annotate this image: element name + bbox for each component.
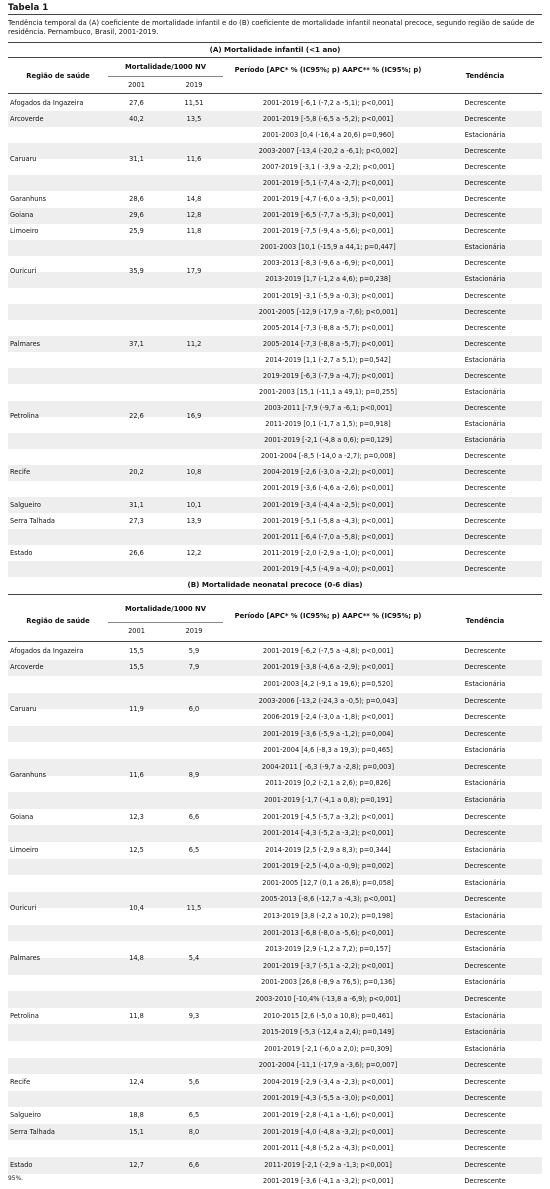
- period-cell: 2019-2019 [-6,3 (-7,9 a -4,7); p<0,001]: [262, 371, 394, 380]
- region-name: Garanhuns: [10, 771, 47, 780]
- table-footnote: 95%.: [8, 1176, 23, 1182]
- col-header-year-2001: 2001: [128, 627, 145, 635]
- trend-cell: Estacionária: [464, 845, 506, 854]
- period-cell: 2001-2019 [-3,8 (-4,6 a -2,9); p<0,001]: [262, 663, 394, 672]
- value-2019: 11,6: [186, 154, 202, 163]
- col-header-regiao: Região de saúde: [26, 72, 90, 80]
- period-cell: 2013-2019 [2,9 (-1,2 a 7,2); p=0,157]: [265, 945, 391, 954]
- period-cell: 2001-2019 [-3,6 (-4,1 a -3,2); p<0,001]: [262, 1177, 394, 1186]
- value-2019: 6,6: [188, 1160, 200, 1169]
- trend-cell: Decrescente: [464, 1111, 506, 1120]
- value-2001: 11,9: [129, 704, 144, 713]
- region-name: Recife: [10, 468, 31, 477]
- trend-cell: Decrescente: [464, 928, 506, 937]
- value-2001: 31,1: [129, 500, 144, 509]
- divider: [8, 57, 542, 58]
- region-name: Estado: [10, 548, 33, 557]
- period-cell: 2001-2019 [-7,5 (-9,4 a -5,6); p<0,001]: [262, 227, 394, 236]
- trend-cell: Estacionária: [464, 387, 506, 396]
- col-header-tendencia: Tendência: [465, 617, 505, 625]
- trend-cell: Decrescente: [464, 371, 506, 380]
- value-2019: 7,9: [188, 663, 200, 672]
- trend-cell: Decrescente: [464, 291, 506, 300]
- trend-cell: Decrescente: [464, 178, 506, 187]
- period-cell: 2004-2019 [-2,6 (-3,0 a -2,2); p<0,001]: [262, 468, 394, 477]
- trend-cell: Estacionária: [464, 130, 506, 139]
- period-cell: 2015-2019 [-5,3 (-12,4 a 2,4); p=0,149]: [262, 1028, 394, 1037]
- trend-cell: Decrescente: [464, 500, 506, 509]
- region-name: Estado: [10, 1160, 33, 1169]
- value-2001: 27,6: [129, 98, 144, 107]
- trend-cell: Decrescente: [464, 548, 506, 557]
- region-name: Ouricuri: [10, 267, 37, 276]
- value-2001: 31,1: [129, 154, 144, 163]
- period-cell: 2004-2011 [ -6,3 (-9,7 a -2,8); p=0,003]: [261, 762, 395, 771]
- value-2019: 12,2: [186, 548, 202, 557]
- period-cell: 2003-2013 [-8,3 (-9,6 a -6,9); p<0,001]: [262, 259, 394, 268]
- trend-cell: Decrescente: [464, 1127, 506, 1136]
- period-cell: 2001-2019 [-4,3 (-5,5 a -3,0); p<0,001]: [262, 1094, 394, 1103]
- region-name: Salgueiro: [10, 500, 41, 509]
- period-cell: 2014-2019 [1,1 (-2,7 a 5,1); p=0,542]: [265, 355, 391, 364]
- trend-cell: Decrescente: [464, 646, 506, 655]
- col-header-year-2019: 2019: [185, 627, 203, 635]
- trend-cell: Estacionária: [464, 243, 506, 252]
- trend-cell: Decrescente: [464, 114, 506, 123]
- period-cell: 2013-2019 [3,8 (-2,2 a 10,2); p=0,198]: [263, 912, 393, 921]
- value-2001: 20,2: [129, 468, 144, 477]
- trend-cell: Decrescente: [464, 162, 506, 171]
- table-title: Tabela 1: [8, 3, 49, 13]
- period-cell: 2001-2019 [-1,7 (-4,1 a 0,8); p=0,191]: [264, 796, 392, 804]
- region-name: Caruaru: [10, 154, 37, 163]
- col-header-year-2001: 2001: [128, 81, 145, 89]
- trend-cell: Estacionária: [464, 275, 506, 284]
- trend-cell: Decrescente: [464, 339, 506, 348]
- period-cell: 2005-2014 [-7,3 (-8,8 a -5,7); p<0,001]: [262, 323, 394, 332]
- region-name: Goiana: [10, 211, 34, 220]
- period-cell: 2001-2003 [0,4 (-16,4 a 20,6) p=0,960]: [262, 130, 394, 139]
- period-cell: 2001-2019 [-5,8 (-6,5 a -5,2); p<0,001]: [262, 114, 394, 123]
- value-2001: 15,5: [129, 663, 144, 672]
- divider: [8, 594, 542, 595]
- trend-cell: Decrescente: [464, 663, 506, 672]
- period-cell: 2001-2019 [-2,1 (-6,0 a 2,0); p=0,309]: [264, 1044, 392, 1053]
- period-cell: 2001-2019 [-4,7 (-6,0 a -3,5); p<0,001]: [262, 195, 394, 204]
- trend-cell: Decrescente: [464, 829, 506, 838]
- section-a-title: (A) Mortalidade infantil (<1 ano): [209, 45, 341, 54]
- period-cell: 2011-2019 [0,2 (-2,1 a 2,6); p=0,826]: [265, 779, 391, 788]
- value-2019: 11,5: [186, 903, 202, 912]
- trend-cell: Decrescente: [464, 211, 506, 220]
- region-name: Palmares: [10, 953, 41, 962]
- region-name: Goiana: [10, 812, 34, 821]
- period-cell: 2001-2019 [-3,4 (-4,4 a -2,5); p<0,001]: [262, 500, 394, 509]
- col-header-year-2019: 2019: [185, 81, 203, 89]
- region-name: Serra Talhada: [10, 1127, 55, 1136]
- region-name: Afogados da Ingazeira: [10, 98, 84, 107]
- value-2001: 40,2: [129, 114, 144, 123]
- trend-cell: Estacionária: [464, 779, 506, 788]
- trend-cell: Decrescente: [464, 259, 506, 268]
- trend-cell: Estacionária: [464, 679, 506, 688]
- region-name: Caruaru: [10, 704, 37, 713]
- period-cell: 2011-2019 [0,1 (-1,7 a 1,5); p=0,918]: [265, 420, 391, 429]
- period-cell: 2001-2019 [-2,1 (-4,8 a 0,6); p=0,129]: [264, 436, 392, 445]
- col-header-mortalidade: Mortalidade/1000 NV: [125, 605, 206, 613]
- trend-cell: Decrescente: [464, 895, 506, 904]
- trend-cell: Decrescente: [464, 1077, 506, 1086]
- value-2001: 29,6: [129, 211, 144, 220]
- divider: [108, 76, 223, 77]
- trend-cell: Decrescente: [464, 195, 506, 204]
- divider: [8, 93, 542, 94]
- trend-cell: Decrescente: [464, 146, 506, 155]
- period-cell: 2001-2005 [12,7 (0,1 a 26,8); p=0,058]: [262, 878, 394, 887]
- value-2019: 11,51: [184, 98, 204, 107]
- trend-cell: Decrescente: [464, 1094, 506, 1103]
- value-2019: 6,5: [188, 1111, 200, 1120]
- value-2001: 12,7: [129, 1160, 144, 1169]
- value-2019: 16,9: [186, 412, 202, 421]
- value-2019: 5,9: [188, 646, 200, 655]
- trend-cell: Decrescente: [464, 516, 506, 525]
- region-name: Afogados da Ingazeira: [10, 646, 84, 655]
- trend-cell: Estacionária: [464, 978, 506, 987]
- period-cell: 2001-2011 [-6,4 (-7,0 a -5,8); p<0,001]: [262, 532, 394, 541]
- region-name: Palmares: [10, 339, 41, 348]
- divider: [108, 622, 223, 623]
- trend-cell: Decrescente: [464, 729, 506, 738]
- region-name: Limoeiro: [10, 227, 39, 236]
- value-2019: 10,1: [186, 500, 202, 509]
- value-2001: 22,6: [129, 412, 144, 421]
- value-2001: 35,9: [129, 267, 144, 276]
- trend-cell: Estacionária: [464, 878, 506, 887]
- value-2001: 26,6: [129, 548, 144, 557]
- period-cell: 2003-2011 [-7,9 (-9,7 a -6,1; p<0,001]: [264, 404, 392, 413]
- divider: [8, 641, 542, 642]
- period-cell: 2001-2019 [-2,8 (-4,1 a -1,6); p<0,001]: [262, 1111, 394, 1120]
- trend-cell: Estacionária: [464, 355, 506, 364]
- value-2019: 8,9: [188, 771, 200, 780]
- period-cell: 2003-2010 [-10,4% (-13,8 a -6,9); p<0,001]: [255, 994, 401, 1003]
- region-name: Limoeiro: [10, 845, 39, 854]
- region-name: Arcoverde: [10, 663, 44, 672]
- value-2019: 13,9: [186, 516, 202, 525]
- period-cell: 2001-2019 [-6,2 (-7,5 a -4,8); p<0,001]: [262, 646, 394, 655]
- period-cell: 2005-2013 [-8,6 (-12,7 a -4,3); p<0,001]: [260, 895, 396, 904]
- region-name: Serra Talhada: [10, 516, 55, 525]
- trend-cell: Decrescente: [464, 468, 506, 477]
- period-cell: 2001-2003 [4,2 (-9,1 a 19,6); p=0,520]: [263, 679, 393, 688]
- value-2001: 25,9: [129, 227, 144, 236]
- trend-cell: Estacionária: [464, 746, 506, 755]
- trend-cell: Decrescente: [464, 307, 506, 316]
- period-cell: 2010-2015 [2,6 (-5,0 a 10,8); p=0,461]: [263, 1011, 393, 1020]
- value-2019: 17,9: [186, 267, 202, 276]
- period-cell: 2001-2019 [-3,7 (-5,1 a -2,2); p<0,001]: [262, 961, 394, 970]
- trend-cell: Decrescente: [464, 323, 506, 332]
- value-2001: 28,6: [129, 195, 144, 204]
- period-cell: 2001-2019 [-5,1 (-7,4 a -2,7); p<0,001]: [262, 178, 394, 187]
- value-2001: 18,8: [129, 1111, 144, 1120]
- value-2019: 13,5: [186, 114, 202, 123]
- trend-cell: Estacionária: [464, 1044, 506, 1053]
- trend-cell: Decrescente: [464, 994, 506, 1003]
- trend-cell: Estacionária: [464, 1028, 506, 1037]
- col-header-mortalidade: Mortalidade/1000 NV: [125, 63, 206, 71]
- value-2019: 5,4: [188, 953, 200, 962]
- trend-cell: Decrescente: [464, 484, 506, 493]
- region-name: Salgueiro: [10, 1111, 41, 1120]
- region-name: Garanhuns: [10, 195, 47, 204]
- trend-cell: Decrescente: [464, 713, 506, 722]
- value-2001: 12,5: [129, 845, 144, 854]
- period-cell: 2001-2019 [-3,6 (-5,9 a -1,2); p=0,004]: [262, 729, 394, 738]
- value-2019: 5,6: [188, 1077, 200, 1086]
- period-cell: 2001-2011 [-4,8 (-5,2 a -4,3); p<0,001]: [262, 1144, 394, 1153]
- region-name: Petrolina: [10, 1011, 39, 1020]
- value-2001: 37,1: [129, 339, 144, 348]
- period-cell: 2003-2007 [-13,4 (-20,2 a -6,1); p<0,002]: [258, 146, 398, 155]
- divider: [8, 42, 542, 43]
- trend-cell: Decrescente: [464, 98, 506, 107]
- value-2019: 6,5: [188, 845, 200, 854]
- period-cell: 2001-2003 [10,1 (-15,9 a 44,1; p=0,447]: [260, 243, 396, 252]
- trend-cell: Decrescente: [464, 961, 506, 970]
- period-cell: 2001-2019 [-4,0 (-4,8 a -3,2); p<0,001]: [262, 1127, 394, 1136]
- period-cell: 2001-2019 [-6,5 (-7,7 a -5,3); p<0,001]: [262, 211, 394, 220]
- value-2001: 27,3: [129, 516, 144, 525]
- trend-cell: Decrescente: [464, 762, 506, 771]
- period-cell: 2003-2006 [-13,2 (-24,3 a -0,5); p=0,043]: [258, 696, 398, 705]
- value-2019: 14,8: [186, 195, 202, 204]
- period-cell: 2001-2003 [26,8 (-8,9 a 76,5); p=0,136]: [261, 978, 395, 987]
- trend-cell: Decrescente: [464, 862, 506, 871]
- trend-cell: Decrescente: [464, 1160, 506, 1169]
- period-cell: 2001-2019 [-2,5 (-4,0 a -0,9); p=0,002]: [262, 862, 394, 871]
- value-2019: 9,3: [188, 1011, 200, 1020]
- trend-cell: Decrescente: [464, 532, 506, 541]
- period-cell: 2001-2004 [-11,1 (-17,9 a -3,6); p=0,007]: [258, 1061, 398, 1070]
- trend-cell: Decrescente: [464, 452, 506, 461]
- period-cell: 2001-2019 [-4,5 (-4,9 a -4,0); p<0,001]: [262, 564, 394, 573]
- col-header-tendencia: Tendência: [465, 72, 505, 80]
- period-cell: 2011-2019 [-2,0 (-2,9 a -1,0); p<0,001]: [262, 548, 394, 557]
- period-cell: 2011-2019 [-2,1 (-2,9 a -1,3; p<0,001]: [264, 1160, 392, 1169]
- trend-cell: Estacionária: [464, 1011, 506, 1020]
- trend-cell: Decrescente: [464, 227, 506, 236]
- value-2001: 11,6: [129, 771, 144, 780]
- period-cell: 2001-2004 [4,6 (-8,3 a 19,3); p=0,465]: [263, 746, 393, 755]
- table-caption: Tendência temporal da (A) coeficiente de mortalidade infantil e do (B) coeficiente de mortalidade infantil neonatal precoce, segundo região de saúde de residência. Pernambuco, Brasil, 2001-2019.: [8, 19, 535, 37]
- period-cell: 2005-2014 [-7,3 (-8,8 a -5,7); p<0,001]: [262, 339, 394, 348]
- value-2019: 6,0: [188, 704, 200, 713]
- trend-cell: Estacionária: [464, 420, 506, 429]
- region-name: Recife: [10, 1077, 31, 1086]
- period-cell: 2001-2004 [-8,5 (-14,0 a -2,7); p=0,008]: [260, 452, 396, 461]
- period-cell: 2001-2019 [-3,6 (-4,6 a -2,6); p<0,001]: [262, 484, 394, 493]
- period-cell: 2006-2019 [-2,4 (-3,0 a -1,8); p<0,001]: [262, 713, 394, 722]
- trend-cell: Decrescente: [464, 696, 506, 705]
- trend-cell: Decrescente: [464, 404, 506, 413]
- value-2019: 8,0: [188, 1127, 200, 1136]
- period-cell: 2007-2019 [-3,1 ( -3,9 a -2,2); p<0,001]: [261, 162, 395, 171]
- period-cell: 2001-2005 [-12,9 (-17,9 a -7,6); p<0,001]: [258, 307, 398, 316]
- region-name: Arcoverde: [10, 114, 44, 123]
- trend-cell: Decrescente: [464, 1144, 506, 1153]
- trend-cell: Estacionária: [464, 436, 506, 445]
- value-2001: 12,4: [129, 1077, 144, 1086]
- period-cell: 2004-2019 [-2,9 (-3,4 a -2,3); p<0,001]: [262, 1077, 394, 1086]
- period-cell: 2013-2019 [1,7 (-1,2 a 4,6); p=0,238]: [265, 275, 391, 284]
- value-2019: 10,8: [186, 468, 202, 477]
- trend-cell: Decrescente: [464, 812, 506, 821]
- col-header-regiao: Região de saúde: [26, 617, 90, 625]
- value-2001: 15,5: [129, 646, 144, 655]
- col-header-periodo: Período [APC* % (IC95%; p) AAPC** % (IC95%; p): [234, 612, 422, 620]
- value-2001: 14,8: [129, 953, 144, 962]
- value-2019: 11,2: [186, 339, 202, 348]
- value-2001: 12,3: [129, 812, 144, 821]
- period-cell: 2001-2019 [-5,1 (-5,8 a -4,3); p<0,001]: [262, 516, 394, 525]
- region-name: Petrolina: [10, 412, 39, 421]
- period-cell: 2001-2019 [-6,1 (-7,2 a -5,1); p<0,001]: [262, 98, 394, 107]
- value-2001: 11,8: [129, 1011, 144, 1020]
- region-name: Ouricuri: [10, 903, 37, 912]
- trend-cell: Decrescente: [464, 1177, 506, 1186]
- col-header-periodo: Período [APC* % (IC95%; p) AAPC** % (IC95%; p): [234, 66, 422, 74]
- period-cell: 2001-2014 [-4,3 (-5,2 a -3,2); p<0,001]: [262, 829, 394, 838]
- period-cell: 2001-2019] -3,1 (-5,9 a -0,3); p<0,001]: [262, 291, 394, 300]
- value-2019: 11,8: [186, 227, 202, 236]
- period-cell: 2014-2019 [2,5 (-2,9 a 8,3); p=0,344]: [265, 845, 391, 854]
- section-b-title: (B) Mortalidade neonatal precoce (0-6 dias): [187, 580, 363, 589]
- trend-cell: Decrescente: [464, 564, 506, 573]
- value-2001: 15,1: [129, 1127, 144, 1136]
- value-2019: 12,8: [186, 211, 202, 220]
- trend-cell: Decrescente: [464, 1061, 506, 1070]
- period-cell: 2001-2019 [-4,5 (-5,7 a -3,2); p<0,001]: [262, 812, 394, 821]
- divider: [8, 14, 542, 15]
- trend-cell: Estacionária: [464, 796, 506, 804]
- value-2001: 10,4: [129, 903, 144, 912]
- value-2019: 6,6: [188, 812, 200, 821]
- trend-cell: Estacionária: [464, 912, 506, 921]
- period-cell: 2001-2003 [15,1 (-11,1 a 49,1); p=0,255]: [259, 387, 397, 396]
- period-cell: 2001-2013 [-6,8 (-8,0 a -5,6); p<0,001]: [262, 928, 394, 937]
- trend-cell: Estacionária: [464, 945, 506, 954]
